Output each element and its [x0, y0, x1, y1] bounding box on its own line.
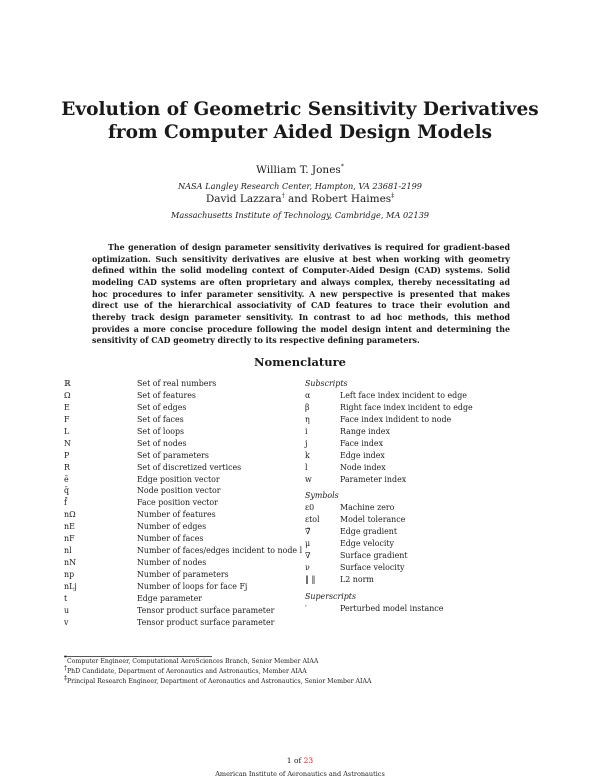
author-line-1 — [0, 164, 600, 176]
footnote-1 — [64, 654, 319, 667]
affiliation-2: Massachusetts Institute of Technology, Cambridge, MA 02139 — [170, 210, 429, 220]
nomenclature-description: Number of edges — [137, 522, 207, 532]
nomenclature-entry — [64, 497, 294, 509]
nomenclature-symbol: α — [305, 390, 311, 400]
nomenclature-description: Surface velocity — [340, 563, 405, 573]
nomenclature-description: Perturbed model instance — [340, 603, 444, 613]
nomenclature-symbol: Ω — [64, 390, 71, 400]
nomenclature-description: Number of nodes — [137, 558, 207, 568]
nomenclature-description: Edge index — [340, 450, 385, 460]
author-name: Robert Haimes — [311, 193, 392, 205]
page-number — [0, 756, 600, 765]
nomenclature-description: Model tolerance — [340, 515, 406, 525]
nomenclature-entry — [64, 462, 294, 474]
nomenclature-symbol: η — [305, 414, 310, 424]
nomenclature-entry — [64, 521, 294, 533]
subscript-entry — [305, 438, 545, 450]
footnote-mark: ‡ — [64, 674, 67, 682]
nomenclature-symbol: v — [64, 617, 69, 627]
nomenclature-symbol: E — [64, 402, 70, 412]
nomenclature-description: Edge velocity — [340, 539, 395, 549]
nomenclature-description: Left face index incident to edge — [340, 390, 467, 400]
nomenclature-symbol: w — [305, 474, 312, 484]
nomenclature-symbol: μ — [305, 539, 311, 549]
nomenclature-symbol: ε0 — [305, 503, 315, 513]
nomenclature-symbol: l — [305, 462, 308, 472]
author-connector: and — [284, 193, 312, 205]
nomenclature-description: Set of edges — [137, 402, 187, 412]
page-total-link[interactable]: 23 — [303, 756, 314, 765]
nomenclature-description: Set of parameters — [137, 450, 209, 460]
nomenclature-entry — [64, 617, 294, 629]
nomenclature-description: Node position vector — [137, 486, 221, 496]
nomenclature-symbol: ′ — [305, 603, 307, 613]
nomenclature-description: L2 norm — [340, 575, 374, 584]
superscript-entry — [305, 603, 545, 615]
footnote-3 — [64, 674, 372, 687]
footnote-mark: * — [64, 654, 67, 662]
nomenclature-symbol: nLj — [64, 581, 77, 591]
nomenclature-entry — [64, 414, 294, 426]
nomenclature-entry — [64, 593, 294, 605]
nomenclature-description: Set of loops — [137, 426, 185, 436]
page-of: of — [293, 756, 302, 765]
journal-footer: American Institute of Aeronautics and Astronautics — [215, 770, 385, 778]
nomenclature-description: Right face index incident to edge — [340, 402, 473, 412]
subscript-entry — [305, 402, 545, 414]
abstract — [92, 242, 510, 347]
symbol-entry — [305, 550, 545, 562]
symbols-heading: Symbols — [305, 491, 339, 501]
nomenclature-symbol: ∇̃ — [305, 527, 311, 537]
nomenclature-description: Edge position vector — [137, 474, 220, 484]
footnote-2 — [64, 664, 307, 677]
nomenclature-entry — [64, 378, 294, 390]
nomenclature-symbol: ℝ — [64, 379, 71, 388]
nomenclature-entry — [64, 438, 294, 450]
nomenclature-description: Node index — [340, 462, 386, 472]
nomenclature-description: Number of faces — [137, 534, 204, 544]
symbol-entry — [305, 526, 545, 538]
nomenclature-description: Edge parameter — [137, 593, 203, 603]
nomenclature-entry — [64, 390, 294, 402]
nomenclature-symbol: j — [305, 438, 308, 448]
nomenclature-description: Set of real numbers — [137, 379, 217, 388]
nomenclature-entry — [64, 474, 294, 486]
nomenclature-description: Set of features — [137, 390, 196, 400]
nomenclature-heading: Nomenclature — [254, 355, 346, 369]
footnote-mark: † — [281, 192, 285, 200]
nomenclature-description: Range index — [340, 426, 390, 436]
paper-title-line-2: from Computer Aided Design Models — [107, 122, 493, 143]
nomenclature-symbol: u — [64, 605, 70, 615]
nomenclature-description: Number of loops for face Fj — [137, 581, 248, 591]
nomenclature-entry — [64, 426, 294, 438]
nomenclature-symbol: ē — [64, 474, 69, 484]
footnote-mark: ‡ — [391, 192, 395, 200]
nomenclature-entry — [64, 545, 303, 557]
paper-title-line-1: Evolution of Geometric Sensitivity Derivatives — [61, 99, 539, 120]
nomenclature-description: Tensor product surface parameter — [137, 617, 275, 627]
nomenclature-entry — [64, 509, 294, 521]
nomenclature-symbol: i — [305, 426, 308, 436]
subscript-entry — [305, 474, 545, 486]
nomenclature-symbol: R — [64, 462, 70, 472]
nomenclature-symbol: F — [64, 414, 70, 424]
nomenclature-description: Set of discretized vertices — [137, 462, 242, 472]
abstract-text: The generation of design parameter sensitivity derivatives is required for gradient-based optimization. Such sensitivity derivatives are elusive at best when working with geometry defined within the solid modeling context of Computer-Aided Design (CAD) systems. Solid modeling CAD systems are often proprietary and always complex, thereby necessitating ad hoc procedures to infer parameter sensitivity. A new perspective is presented that makes direct use of the hierarchical associativity of CAD features to trace their evolution and thereby track design parameter sensitivity. In contrast to ad hoc methods, this method provides a more concise procedure following the model design intent and determining the sensitivity of CAD geometry directly to its respective defining parameters. — [92, 243, 510, 346]
nomenclature-right-column — [305, 378, 545, 615]
nomenclature-symbol: N — [64, 438, 71, 448]
subscript-entry — [305, 426, 545, 438]
nomenclature-symbol: nF — [64, 534, 75, 544]
nomenclature-entry — [64, 605, 294, 617]
nomenclature-symbol: P — [64, 450, 70, 460]
footnote-mark: † — [64, 664, 67, 672]
subscript-entry — [305, 390, 545, 402]
nomenclature-description: Tensor product surface parameter — [137, 605, 275, 615]
author-line-2 — [0, 193, 600, 205]
footnote-text: Computer Engineer, Computational AeroSciences Branch, Senior Member AIAA — [67, 658, 319, 665]
nomenclature-entry — [64, 485, 294, 497]
nomenclature-symbol: nΩ — [64, 510, 76, 520]
subscripts-heading: Subscripts — [305, 379, 348, 388]
nomenclature-symbol: ∇ — [305, 551, 311, 561]
nomenclature-symbol: nN — [64, 558, 76, 568]
nomenclature-description: Parameter index — [340, 474, 407, 484]
nomenclature-symbol: np — [64, 570, 75, 579]
nomenclature-symbol: εtol — [305, 515, 320, 525]
nomenclature-symbol: ‖ ‖ — [305, 575, 316, 584]
nomenclature-symbol: f̄ — [64, 498, 67, 508]
nomenclature-description: Edge gradient — [340, 527, 398, 537]
subscript-entry — [305, 462, 545, 474]
author-name: David Lazzara — [205, 193, 282, 205]
nomenclature-symbol: β — [305, 402, 310, 412]
nomenclature-description: Face index indident to node — [340, 414, 452, 424]
nomenclature-entry — [64, 557, 294, 569]
nomenclature-symbol: nl — [64, 546, 72, 556]
page-current: 1 — [286, 756, 292, 765]
symbol-entry — [305, 514, 545, 526]
nomenclature-entry — [64, 533, 294, 545]
superscripts-heading: Superscripts — [305, 591, 357, 601]
nomenclature-description: Face index — [340, 438, 384, 448]
nomenclature-left-column — [64, 378, 303, 629]
nomenclature-entry — [64, 402, 294, 414]
nomenclature-entry — [64, 569, 294, 581]
footnote-mark: * — [340, 163, 344, 171]
nomenclature-description: Number of faces/edges incident to node l — [137, 546, 303, 556]
nomenclature-description: Set of nodes — [137, 438, 187, 448]
nomenclature-symbol: L — [64, 426, 70, 436]
symbol-entry — [305, 538, 545, 550]
nomenclature-symbol: q̄ — [64, 486, 70, 496]
nomenclature-description: Set of faces — [137, 414, 184, 424]
subscript-entry — [305, 450, 545, 462]
nomenclature-description: Machine zero — [340, 503, 395, 513]
symbol-entry — [305, 502, 545, 514]
author-name: William T. Jones — [256, 164, 341, 176]
nomenclature-symbol: t — [64, 593, 68, 603]
nomenclature-symbol: k — [305, 450, 310, 460]
footnote-text: Principal Research Engineer, Department of Aeronautics and Astronautics, Senior Member AIAA — [67, 678, 372, 685]
nomenclature-description: Surface gradient — [340, 551, 408, 561]
nomenclature-entry — [64, 581, 294, 593]
nomenclature-description: Number of features — [137, 510, 216, 520]
nomenclature-description: Face position vector — [137, 498, 218, 508]
nomenclature-entry — [64, 450, 294, 462]
subscript-entry — [305, 414, 545, 426]
nomenclature-symbol: nE — [64, 522, 75, 532]
footnote-text: PhD Candidate, Department of Aeronautics and Astronautics, Member AIAA — [67, 668, 307, 675]
affiliation-1: NASA Langley Research Center, Hampton, VA 23681-2199 — [177, 181, 423, 191]
symbol-entry — [305, 574, 545, 586]
nomenclature-description: Number of parameters — [137, 570, 229, 579]
nomenclature-symbol: ν — [305, 563, 310, 573]
symbol-entry — [305, 562, 545, 574]
